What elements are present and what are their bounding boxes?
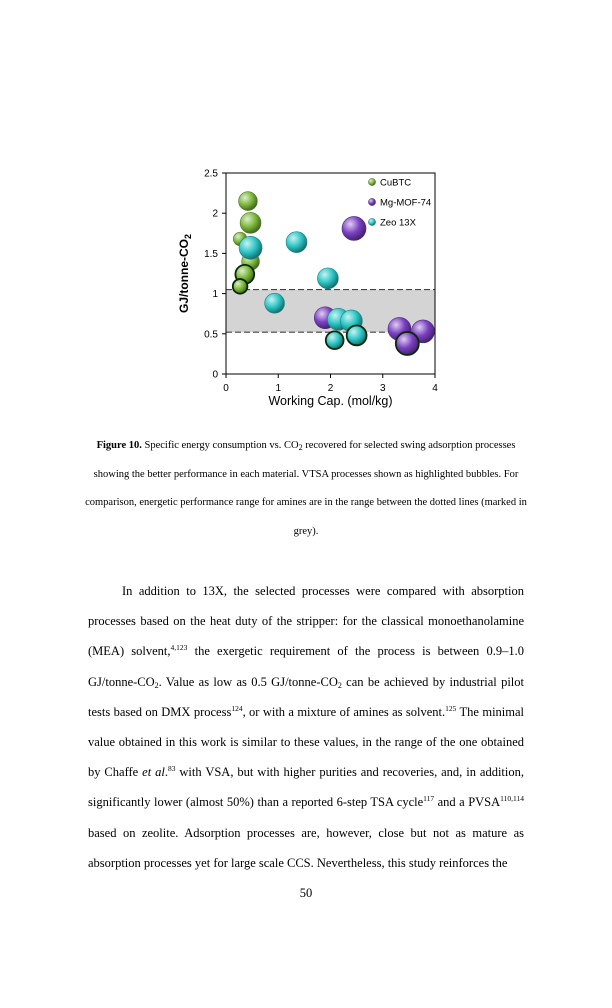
legend-marker-cubtc xyxy=(368,178,375,185)
bubble-zeo-13x xyxy=(317,268,338,289)
bubble-mg-mof-74-highlighted xyxy=(396,332,419,355)
y-tick-label: 0.5 xyxy=(204,329,218,341)
caption-text-1: Specific energy consumption vs. CO xyxy=(141,440,299,451)
y-tick-label: 1 xyxy=(212,289,218,301)
legend-label-zeo-13x: Zeo 13X xyxy=(380,217,416,229)
x-tick-label: 0 xyxy=(223,383,229,394)
x-tick-label: 1 xyxy=(275,383,282,394)
y-axis-label-subscript: 2 xyxy=(183,233,193,240)
y-axis-label xyxy=(177,234,193,313)
citation-ref: 110,114 xyxy=(500,794,524,804)
legend-label-cubtc: CuBTC xyxy=(380,177,412,189)
bubble-mg-mof-74 xyxy=(342,216,366,240)
subscript: 2 xyxy=(154,680,159,690)
body-text-2: the exergetic requirement of the process is between 0.9–1.0 GJ/tonne-CO xyxy=(88,644,524,689)
figure-caption xyxy=(84,432,528,546)
bubble-cubtc-highlighted xyxy=(233,279,248,294)
bubble-zeo-13x xyxy=(265,293,285,313)
citation-ref: 83 xyxy=(167,764,176,774)
subscript: 2 xyxy=(337,680,342,690)
body-text-1: In addition to 13X, the selected processes were compared with absorption processes based on the heat duty of the stripper: for the classical monoethanolamine (MEA) solvent, xyxy=(88,584,524,659)
bubble-cubtc xyxy=(239,192,258,211)
legend-marker-zeo-13x xyxy=(368,218,375,225)
citation-ref: 125 xyxy=(445,703,457,713)
body-text-7: . xyxy=(164,765,168,780)
x-tick-label: 3 xyxy=(379,383,386,394)
body-text-10: based on zeolite. Adsorption processes are, however, close but not as mature as absorption processes yet for large scale CCS. Nevertheless, this study reinforces the xyxy=(88,825,524,870)
citation-ref: 117 xyxy=(423,794,435,804)
page-number: 50 xyxy=(299,886,313,900)
citation-ref: 124 xyxy=(231,703,243,713)
bubble-zeo-13x-highlighted xyxy=(326,331,344,349)
bubble-cubtc xyxy=(240,212,261,233)
x-tick-label: 2 xyxy=(327,383,334,394)
body-text-5: , or with a mixture of amines as solvent. xyxy=(242,704,446,719)
bubble-zeo-13x xyxy=(286,232,307,253)
body-text-3: . Value as low as 0.5 GJ/tonne-CO xyxy=(158,674,338,689)
bubble-zeo-13x-highlighted xyxy=(347,325,367,345)
citation-ref: 4,123 xyxy=(170,643,188,653)
figure-label: Figure 10. xyxy=(96,440,142,451)
body-text-4: can be achieved by industrial pilot tests based on DMX process xyxy=(88,674,524,719)
y-tick-label: 2 xyxy=(212,208,218,220)
body-paragraph xyxy=(88,576,524,878)
y-axis-label-main: GJ/tonne-CO xyxy=(177,239,191,314)
bubble-zeo-13x xyxy=(239,236,262,259)
legend-marker-mg-mof-74 xyxy=(368,198,375,205)
legend-label-mg-mof-74: Mg-MOF-74 xyxy=(380,197,432,209)
x-tick-label: 4 xyxy=(432,383,438,394)
y-tick-label: 1.5 xyxy=(204,248,218,260)
energy-scatter-chart xyxy=(168,162,454,420)
body-text-6: The minimal value obtained in this work is similar to these values, in the range of the one obtained by Chaffe xyxy=(88,704,525,780)
y-tick-label: 0 xyxy=(212,369,218,381)
x-axis-label: Working Cap. (mol/kg) xyxy=(268,394,393,408)
et-al: et al xyxy=(142,765,165,780)
body-text-8: with VSA, but with higher purities and recoveries, and, in addition, significantly lower (almost 50%) than a reported 6-step TSA cycle xyxy=(88,765,524,810)
y-tick-label: 2.5 xyxy=(204,168,218,180)
caption-text-2: recovered for selected swing adsorption processes showing the better performance in each material. VTSA processes shown as highlighted bubbles. For comparison, energetic performance range for amines are in the range between the dotted lines (marked in grey). xyxy=(85,440,527,537)
body-text-9: and a PVSA xyxy=(434,795,501,810)
caption-sub: 2 xyxy=(298,443,303,452)
